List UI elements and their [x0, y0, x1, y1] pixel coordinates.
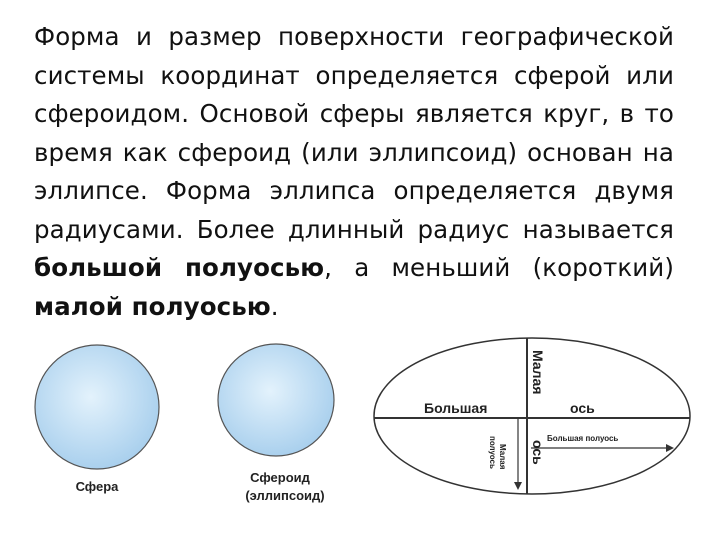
- paragraph-text-2: , а меньший (короткий): [324, 253, 674, 282]
- major-axis-label-2: ось: [570, 400, 595, 416]
- spheroid-label-line1: Сфероид: [250, 470, 310, 485]
- paragraph-text-3: .: [270, 291, 279, 321]
- minor-axis-label-2: ось: [530, 440, 546, 465]
- spheroid-label-line2: (эллипсоид): [245, 488, 325, 503]
- semi-major-label: Большая полуось: [547, 434, 619, 443]
- sphere-label: Сфера: [75, 479, 119, 494]
- major-axis-label-1: Большая: [424, 400, 488, 416]
- paragraph-text-1: Форма и размер поверхности географической системы координат определяется сферой или сфероидом. Основой сферы является круг, в то время как сфероид (или эллипсоид) основан на эллипсе. Форма эллипса определяется двумя радиусами. Более длинный радиус называется: [34, 22, 674, 244]
- minor-axis-label-1: Малая: [530, 350, 546, 395]
- semi-minor-label-2: полуось: [488, 436, 497, 469]
- sphere-circle: [35, 345, 159, 469]
- semi-minor-arrow-head: [514, 482, 522, 490]
- bold-term-semi-major: большой полуосью: [34, 253, 325, 282]
- spheroid-ellipse: [218, 344, 334, 456]
- semi-minor-label-1: Малая: [498, 444, 507, 470]
- bold-term-semi-minor: малой полуосью: [34, 291, 271, 321]
